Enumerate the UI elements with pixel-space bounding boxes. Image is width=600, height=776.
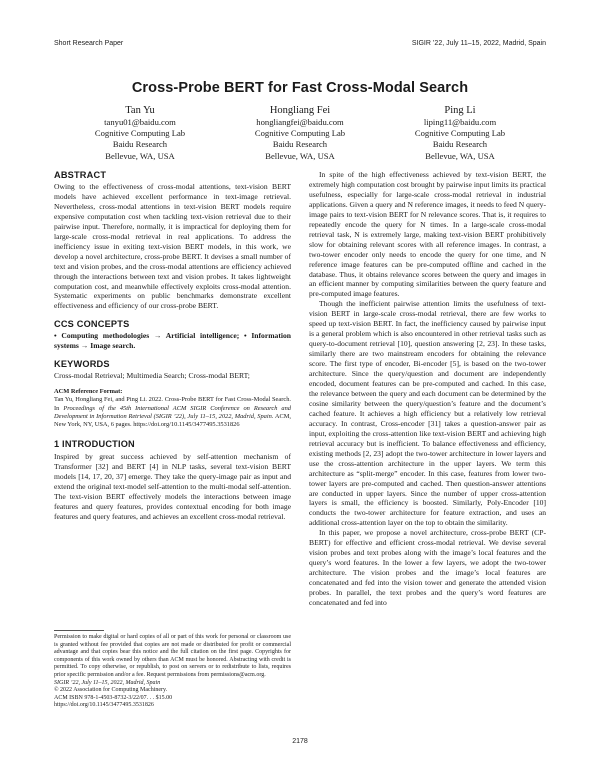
author-name: Ping Li (444, 105, 476, 116)
paragraph: In spite of the high effectiveness achieved by text-vision BERT, the extremely high computation cost brought by pairwise input limits its practical usefulness, especially for large-scale cross-modal retrieval in industrial applications. Given a query and N reference images, it needs to feed N query-image pairs to text-vision BERT for N relevance scores. That is, it requires to repeatedly encode the query for N times. In a large-scale cross-modal retrieval task, N is extremely large, making text-vision BERT prohibitively slow for obtaining relevant scores with all reference images. In contrast, a two-tower encoder only needs to encode the query for one time, and N reference image features can be pre-computed offline and cached in the database. Thus, it obtains relevance scores between the query and images in an efficient manner by computing similarities between the query feature and pre-computed image features. (309, 170, 546, 299)
acm-ref-heading: ACM Reference Format: (54, 388, 123, 396)
copyright-footnote (54, 630, 291, 710)
paper-title: Cross-Probe BERT for Fast Cross-Modal Search (131, 80, 469, 96)
author-block (215, 104, 385, 162)
keywords-heading: KEYWORDS (54, 359, 110, 370)
page-number: 2178 (292, 738, 308, 745)
running-header-left: Short Research Paper (54, 40, 124, 47)
author-email[interactable]: liping11@baidu.com (423, 117, 497, 127)
isbn-line: ACM ISBN 978-1-4503-8732-3/22/07. . . $15.00 (54, 694, 173, 701)
abstract-heading: ABSTRACT (54, 170, 107, 180)
author-location: Bellevue, WA, USA (105, 150, 175, 161)
author-company: Baidu Research (272, 139, 328, 150)
doi-link[interactable]: https://doi.org/10.1145/3477495.3531826 (54, 702, 154, 709)
ccs-heading: CCS CONCEPTS (54, 319, 130, 330)
acm-ref-part: Tan Yu, Hongliang Fei, and Ping Li. 2022. Cross-Probe BERT for Fast Cross-Modal Search. In (54, 396, 291, 412)
left-column (54, 170, 291, 522)
paragraph: In this paper, we propose a novel architecture, cross-probe BERT (CP-BERT) for effective and efficient cross-modal retrieval. We devise several vision probes and text probes along with the image’s local features and the query’s word features. In the lower a few layers, we adopt the two-tower architecture. The vision probes and the image’s local features are concatenated and fed into the vision tower and generate the attended vision probes. In parallel, the text probes and the query’s word features are concatenated and fed into (309, 528, 546, 607)
author-company: Baidu Research (432, 139, 488, 150)
author-email[interactable]: hongliangfei@baidu.com (256, 117, 344, 127)
acm-ref-doi[interactable]: ACM, New York, NY, USA, 6 pages. https://doi.org/10.1145/3477495.3531826 (54, 412, 291, 429)
author-location: Bellevue, WA, USA (265, 150, 335, 161)
permission-notice: Permission to make digital or hard copies of all or part of this work for personal or classroom use is granted without fee provided that copies are not made or distributed for profit or commercial advantage and that copies bear this notice and the full citation on the first page. Copyrights for components of this work owned by others than ACM must be honored. Abstracting with credit is permitted. To copy otherwise, or republish, to post on servers or to redistribute to lists, requires prior specific permission and/or a fee. Request permissions from permissions@acm.org. (54, 634, 291, 678)
right-column (309, 170, 546, 608)
abstract-text: Owing to the effectiveness of cross-modal attentions, text-vision BERT models have achieved excellent performance in text-image retrieval. Nevertheless, cross-modal attentions in text-vision BERT models require expensive computation cost when tackling text-vision retrieval due to their pairwise input. Therefore, normally, it is impractical for deploying them for large-scale cross-modal retrieval in real applications. To address the inefficiency issue in exiting text-vision BERT models, in this work, we develop a novel architecture, cross-probe BERT. It devises a small number of text and vision probes, and the cross-modal attentions are efficiency achieved through the interactions between text and vision probes. It takes lightweight computation cost, and meanwhile effectively exploits cross-modal attention. Systematic experiments on public benchmarks demonstrate excellent effectiveness and efficiency of our cross-probe BERT. (54, 182, 291, 311)
author-block (55, 104, 225, 162)
copyright-line: © 2022 Association for Computing Machinery. (54, 687, 168, 694)
author-block (375, 104, 545, 162)
author-name: Hongliang Fei (269, 105, 331, 116)
author-name: Tan Yu (125, 105, 155, 116)
intro-text: Inspired by great success achieved by self-attention mechanism of Transformer [32] and BERT [4] in NLP tasks, several text-vision BERT models [14, 17, 20, 37] emerge. They take the query-image pair as input and extend the original text-model self-attention to the multi-modal self-attention. The text-vision BERT effectively models the interactions between image features and query features, provides contextual encoding for both image features and query features, and achieves an excellent cross-modal retrieval. (54, 452, 291, 521)
ccs-text: • Computing methodologies → Artificial intelligence; • Information systems → Image search. (54, 331, 291, 351)
author-org: Cognitive Computing Lab (254, 128, 346, 139)
author-location: Bellevue, WA, USA (425, 150, 495, 161)
acm-ref-text (54, 396, 291, 429)
conference-line: SIGIR ’22, July 11–15, 2022, Madrid, Spain (54, 679, 161, 686)
author-company: Baidu Research (112, 139, 168, 150)
paragraph: Though the inefficient pairwise attention limits the usefulness of text-vision BERT in large-scale cross-modal retrieval, there are few works to speed up text-vision BERT. In fact, the inefficiency caused by pairwise input is a general problem which is also encountered in other retrieval tasks such as query-to-document retrieval [10], question answering [2, 23]. In these tasks, similarly there are two mainstream encoders for obtaining the relevance score. The first type of encoder, Bi-encoder [5], is based on the two-tower architecture. Since the query/question and document are independently encoded, document features can be pre-computed and cached. In this case, the relevance between the query and each document can be determined by the cosine similarity between the query/question’s feature and the document’s cached feature. It achieves a high efficiency but a relatively low retrieval accuracy. In contrast, Cross-encoder [31] takes a question-answer pair as input, exploiting the cross-attention like text-vision BERT and achieving high retrieval accuracy but is inefficient. To balance effectiveness and efficiency, existing methods [2, 23] adopt the two-tower architecture in lower layers and use the cross-attention architecture in the upper layers. We term this architecture as “split-merge” encoder. In this case, features from lower two-tower layers are pre-computed and cached. Then question-answer attentions are conducted in upper layers. Since the number of upper cross-attention layers is small, the efficiency is boosted. Similarly, Poly-Encoder [10] conducts the two-tower architecture for feature extraction, and uses an additional cross-attention layer on the top to obtain the similarity. (309, 299, 546, 528)
author-org: Cognitive Computing Lab (414, 128, 506, 139)
author-email[interactable]: tanyu01@baidu.com (104, 117, 176, 127)
running-header-right: SIGIR ’22, July 11–15, 2022, Madrid, Spain (411, 40, 546, 47)
acm-ref-venue: Proceedings of the 45th International ACM SIGIR Conference on Research and Development in Information Retrieval (SIGIR ’22), July 11–15, 2022, Madrid, Spain. (54, 404, 291, 420)
footnote-divider (54, 630, 104, 631)
keywords-text: Cross-modal Retrieval; Multimedia Search; Cross-modal BERT; (54, 371, 250, 381)
intro-heading: 1 INTRODUCTION (54, 439, 135, 450)
author-org: Cognitive Computing Lab (94, 128, 186, 139)
